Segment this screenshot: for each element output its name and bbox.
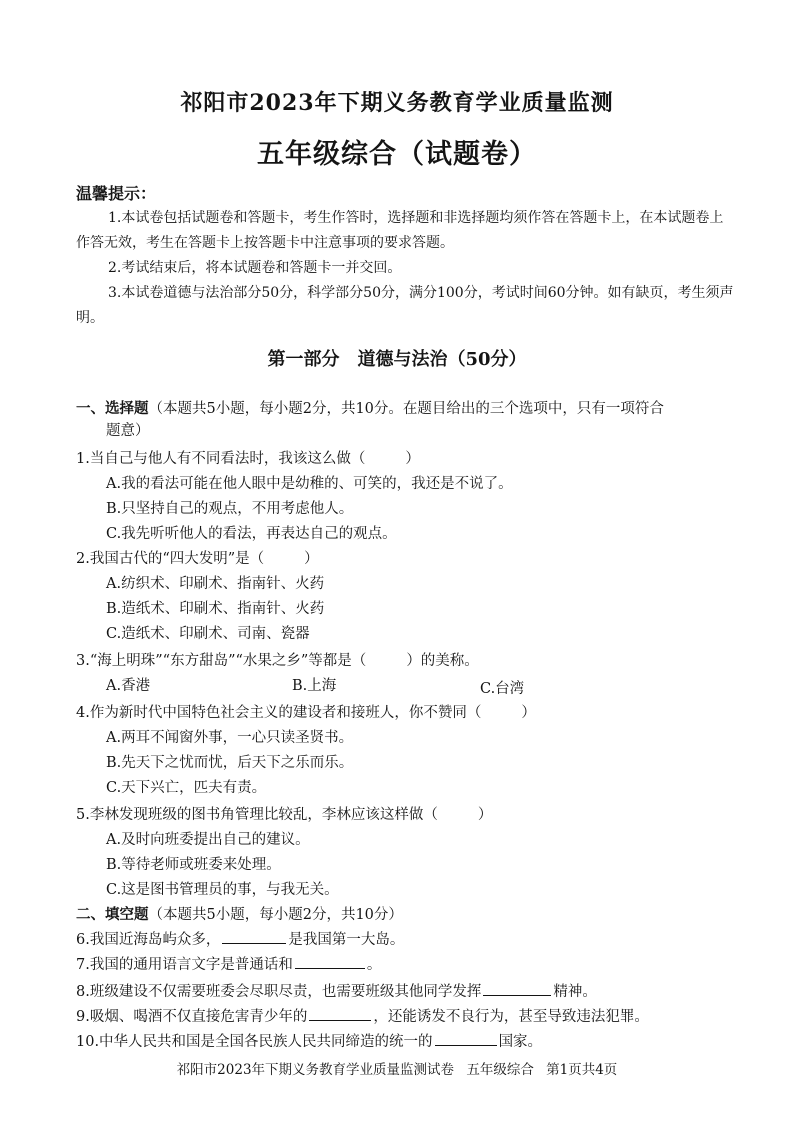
q2-option-a: A.纺织术、印刷术、指南针、火药 <box>106 576 325 592</box>
q4-option-b: B.先天下之忧而忧，后天下之乐而乐。 <box>106 755 354 771</box>
question-4: 4.作为新时代中国特色社会主义的建设者和接班人，你不赞同（ ） <box>76 705 536 721</box>
question-5: 5.李林发现班级的图书角管理比较乱，李林应该这样做（ ） <box>76 807 493 823</box>
q3-option-c: C.台湾 <box>480 681 525 697</box>
q1-option-b: B.只坚持自己的观点，不用考虑他人。 <box>106 501 354 517</box>
q5-option-c: C.这是图书管理员的事，与我无关。 <box>106 882 339 898</box>
paper-subtitle: 五年级综合（试题卷） <box>257 139 537 170</box>
section-title: 第一部分 道德与法治（50分） <box>267 349 527 370</box>
tip-2: 2.考试结束后，将本试题卷和答题卡一并交回。 <box>108 260 402 276</box>
q4-option-c: C.天下兴亡，匹夫有责。 <box>106 780 267 796</box>
tips-heading: 温馨提示： <box>76 184 157 203</box>
tip-3: 3.本试卷道德与法治部分50分，科学部分50分，满分100分，考试时间60分钟。如有缺页，考生须声明。 <box>76 285 734 326</box>
page-footer <box>0 1058 794 1078</box>
question-2: 2.我国古代的“四大发明”是（ ） <box>76 551 319 567</box>
footer-page-number: 第1页共4页 <box>546 1062 618 1078</box>
q2-option-b: B.造纸术、印刷术、指南针、火药 <box>106 601 325 617</box>
fill-question-9: 9.吸烟、喝酒不仅直接危害青少年的 ，还能诱发不良行为，甚至导致违法犯罪。 <box>76 1005 649 1026</box>
question-3: 3.“海上明珠”“东方甜岛”“水果之乡”等都是（ ）的美称。 <box>76 653 479 669</box>
q4-option-a: A.两耳不闻窗外事，一心只读圣贤书。 <box>106 730 354 746</box>
fill-question-7: 7.我国的通用语言文字是普通话和 。 <box>76 953 381 974</box>
answer-blank[interactable] <box>309 1006 371 1021</box>
q3-option-a: A.香港 <box>106 678 151 694</box>
exam-title: 祁阳市2023年下期义务教育学业质量监测 <box>180 90 614 116</box>
part2-heading: 二、填空题（本题共5小题，每小题2分，共10分） <box>76 906 403 923</box>
q2-option-c: C.造纸术、印刷术、司南、瓷器 <box>106 626 310 642</box>
answer-blank[interactable] <box>435 1031 497 1046</box>
part1-desc-cont: 题意） <box>106 423 150 439</box>
q1-option-c: C.我先听听他人的看法，再表达自己的观点。 <box>106 526 397 542</box>
fill-question-6: 6.我国近海岛屿众多， 是我国第一大岛。 <box>76 928 404 949</box>
fill-question-8: 8.班级建设不仅需要班委会尽职尽责，也需要班级其他同学发挥 精神。 <box>76 980 597 1001</box>
fill-question-10: 10.中华人民共和国是全国各民族人民共同缔造的统一的 国家。 <box>76 1030 542 1051</box>
answer-blank[interactable] <box>483 981 551 996</box>
tip-1: 1.本试卷包括试题卷和答题卡，考生作答时，选择题和非选择题均须作答在答题卡上，在本试题卷上作答无效，考生在答题卡上按答题卡中注意事项的要求答题。 <box>76 210 724 251</box>
question-1: 1.当自己与他人有不同看法时，我该这么做（ ） <box>76 451 420 467</box>
q5-option-a: A.及时向班委提出自己的建议。 <box>106 832 310 848</box>
footer-exam-name: 祁阳市2023年下期义务教育学业质量监测试卷 <box>176 1062 455 1078</box>
footer-grade: 五年级综合 <box>466 1062 534 1078</box>
q5-option-b: B.等待老师或班委来处理。 <box>106 857 281 873</box>
q3-option-b: B.上海 <box>292 678 337 694</box>
q1-option-a: A.我的看法可能在他人眼中是幼稚的、可笑的，我还是不说了。 <box>106 476 513 492</box>
part1-heading: 一、选择题（本题共5小题，每小题2分，共10分。在题目给出的三个选项中，只有一项符合 <box>76 400 664 417</box>
answer-blank[interactable] <box>295 954 365 969</box>
answer-blank[interactable] <box>222 929 286 944</box>
